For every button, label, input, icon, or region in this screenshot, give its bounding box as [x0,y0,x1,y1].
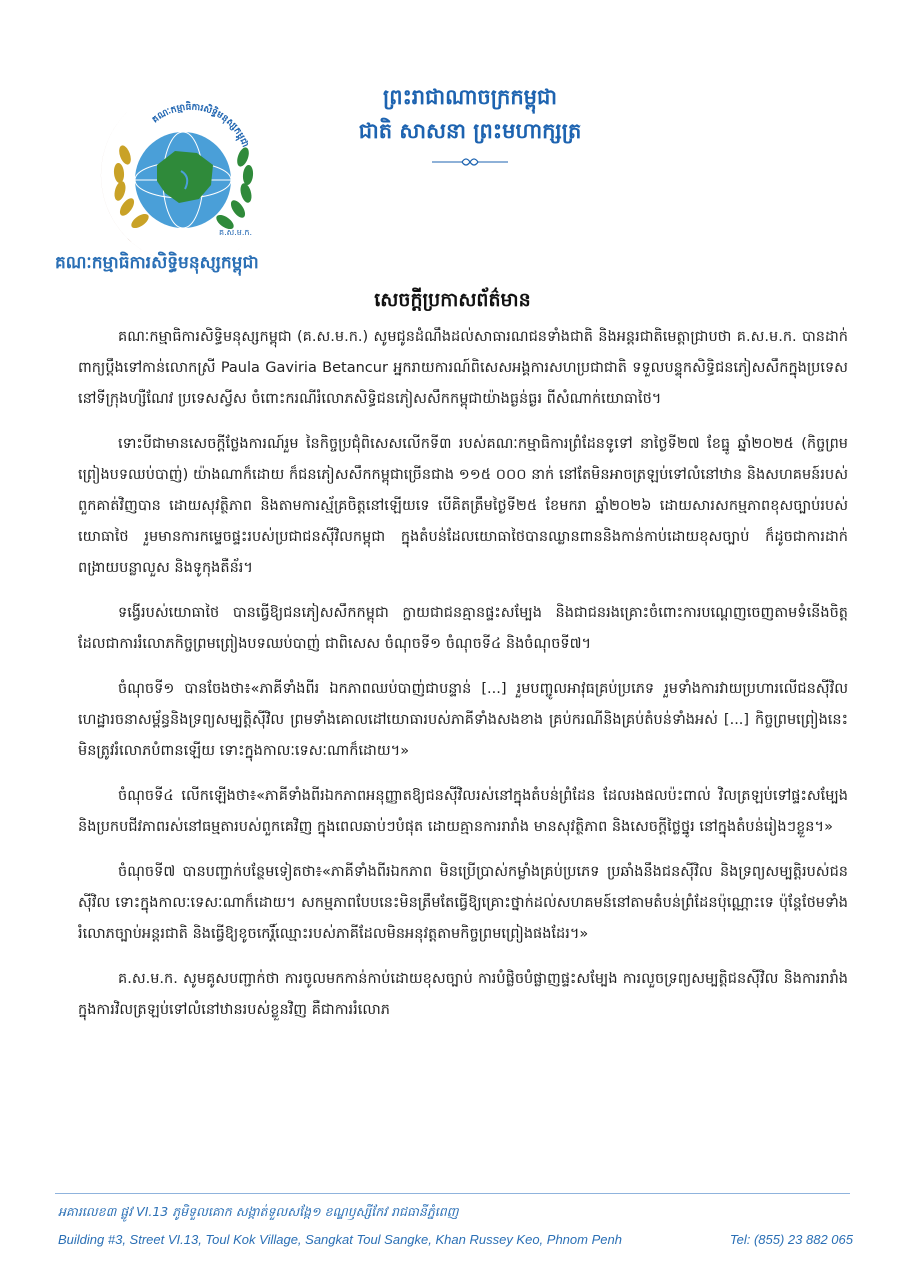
kingdom-motto: ជាតិ សាសនា ព្រះមហាក្សត្រ [358,119,582,143]
kingdom-title: ព្រះរាជាណាចក្រកម្ពុជា [382,85,557,109]
paragraph: ទង្វើរបស់យោធាថៃ បានធ្វើឱ្យជនភៀសសឹកកម្ពុជា ក្លាយជាជនគ្មានផ្ទះសម្បែង និងជាជនរងគ្រោះចំពោះការបណ្តេញចេញតាមទំនើងចិត្ត ដែលជាការរំលោភកិច្ចព្រមព្រៀងបទឈប់បាញ់ ជាពិសេស ចំណុចទី១ ចំណុចទី៤ និងចំណុចទី៧។ [78,605,848,652]
organization-logo [95,85,270,260]
organization-name: គណៈកម្មាធិការសិទ្ធិមនុស្សកម្ពុជា [55,253,259,273]
logo-abbrev: គ.ស.ម.ក. [219,228,253,237]
footer-telephone: Tel: (855) 23 882 065 [729,1232,853,1247]
logo-ring-text: គណៈកម្មាធិការសិទ្ធិមនុស្សកម្ពុជា [150,102,250,149]
paragraph: គ.ស.ម.ក. សូមគូសបញ្ជាក់ថា ការចូលមកកាន់កាប់ដោយខុសច្បាប់ ការបំផ្លិចបំផ្លាញផ្ទះសម្បែង ការលួចទ្រព្យសម្បត្តិជនស៊ីវិល និងការរារាំងក្នុងការវិលត្រឡប់ទៅលំនៅឋានរបស់ខ្លួនវិញ គឺជាការរំលោភ [78,971,848,1018]
footer-address-khmer: អគារលេខ៣ ផ្លូវ VI.13 ភូមិទួលគោក សង្កាត់ទួលសង្កែ១ ខណ្ឌឫស្សីកែវ រាជធានីភ្នំពេញ [58,1204,459,1219]
footer-divider [55,1193,850,1194]
paragraph: គណៈកម្មាធិការសិទ្ធិមនុស្សកម្ពុជា (គ.ស.ម.ក.) សូមជូនដំណឹងដល់សាធារណជនទាំងជាតិ និងអន្តរជាតិមេត្តាជ្រាបថា គ.ស.ម.ក. បានដាក់ពាក្យប្តឹងទៅកាន់លោកស្រី Paula Gaviria Betancur អ្នករាយការណ៍ពិសេសអង្គការសហប្រជាជាតិ ទទួលបន្ទុកសិទ្ធិជនភៀសសឹកក្នុងប្រទេស នៅទីក្រុងហ្សឺណែវ ប្រទេសស្វីស ចំពោះករណីរំលោភសិទ្ធិជនភៀសសឹកកម្ពុជាយ៉ាងធ្ងន់ធ្ងរ ពីសំណាក់យោធាថៃ។ [78,329,848,407]
footer-address-text: Building #3, Street VI.13, Toul Kok Village, Sangkat Toul Sangke, Khan Russey Keo, Phnom Penh [58,1232,622,1247]
paragraph: ចំណុចទី១ បានចែងថា៖«ភាគីទាំងពីរ ឯកភាពឈប់បាញ់ជាបន្ទាន់ [...] រួមបញ្ចូលអាវុធគ្រប់ប្រភេទ រួមទាំងការវាយប្រហារលើជនស៊ីវិល ហេដ្ឋារចនាសម្ព័ន្ធនិងទ្រព្យសម្បត្តិស៊ីវិល ព្រមទាំងគោលដៅយោធារបស់ភាគីទាំងសងខាង គ្រប់ករណីនិងគ្រប់តំបន់ទាំងអស់ [...] កិច្ចព្រមព្រៀងនេះមិនត្រូវរំលោភបំពានឡើយ ទោះក្នុងកាលៈទេសៈណាក៏ដោយ។» [78,681,848,759]
footer-address-english [58,1232,853,1247]
paragraph: ចំណុចទី៤ លើកឡើងថា៖«ភាគីទាំងពីរឯកភាពអនុញ្ញាតឱ្យជនស៊ីវិលរស់នៅក្នុងតំបន់ព្រំដែន ដែលរងផលប៉ះពាល់ វិលត្រឡប់ទៅផ្ទះសម្បែង និងប្រកបជីវភាពរស់នៅធម្មតារបស់ពួកគេវិញ ក្នុងពេលឆាប់ៗបំផុត ដោយគ្មានការរារាំង មានសុវត្ថិភាព និងសេចក្តីថ្លៃថ្នូរ នៅក្នុងតំបន់រៀងៗខ្លួន។» [78,788,848,835]
paragraph: ទោះបីជាមានសេចក្តីថ្លែងការណ៍រួម នៃកិច្ចប្រជុំពិសេសលើកទី៣ របស់គណៈកម្មាធិការព្រំដែនទូទៅ នាថ្ងៃទី២៧ ខែធ្នូ ឆ្នាំ២០២៥ (កិច្ចព្រមព្រៀងបទឈប់បាញ់) យ៉ាងណាក៏ដោយ ក៏ជនភៀសសឹកកម្ពុជាច្រើនជាង ១១៥ ០០០ នាក់ នៅតែមិនអាចត្រឡប់ទៅលំនៅឋាន និងសហគមន៍របស់ពួកគាត់វិញបាន ដោយសុវត្ថិភាព និងតាមការស្ម័គ្រចិត្តនៅឡើយទេ បើគិតត្រឹមថ្ងៃទី២៥ ខែមករា ឆ្នាំ២០២៦ ដោយសារសកម្មភាពខុសច្បាប់របស់យោធាថៃ រួមមានការកម្ទេចផ្ទះរបស់ប្រជាជនស៊ីវិលកម្ពុជា ក្នុងតំបន់ដែលយោធាថៃបានឈ្លានពាននិងកាន់កាប់ដោយខុសច្បាប់ ក៏ដូចជាការដាក់ពង្រាយបន្លាលួស និងទូកុងតឺន័រ។ [78,436,848,576]
kingdom-header [310,80,630,168]
document-body [78,322,848,1182]
paragraph: ចំណុចទី៧ បានបញ្ជាក់បន្ថែមទៀតថា៖«ភាគីទាំងពីរឯកភាព មិនប្រើប្រាស់កម្លាំងគ្រប់ប្រភេទ ប្រឆាំងនឹងជនស៊ីវិល និងទ្រព្យសម្បត្តិរបស់ជនស៊ីវិល ទោះក្នុងកាលៈទេសៈណាក៏ដោយ។ សកម្មភាពបែបនេះមិនត្រឹមតែធ្វើឱ្យគ្រោះថ្នាក់ដល់សហគមន៍នៅតាមតំបន់ព្រំដែនប៉ុណ្ណោះទេ ប៉ុន្តែថែមទាំងរំលោភច្បាប់អន្តរជាតិ និងធ្វើឱ្យខូចកេរ្តិ៍ឈ្មោះរបស់ភាគីដែលមិនអនុវត្តតាមកិច្ចព្រមព្រៀងផងដែរ។» [78,864,848,942]
divider-ornament-icon [432,156,508,168]
document-title: សេចក្តីប្រកាសព័ត៌មាន [374,289,531,311]
chrhc-emblem-icon [95,85,270,260]
